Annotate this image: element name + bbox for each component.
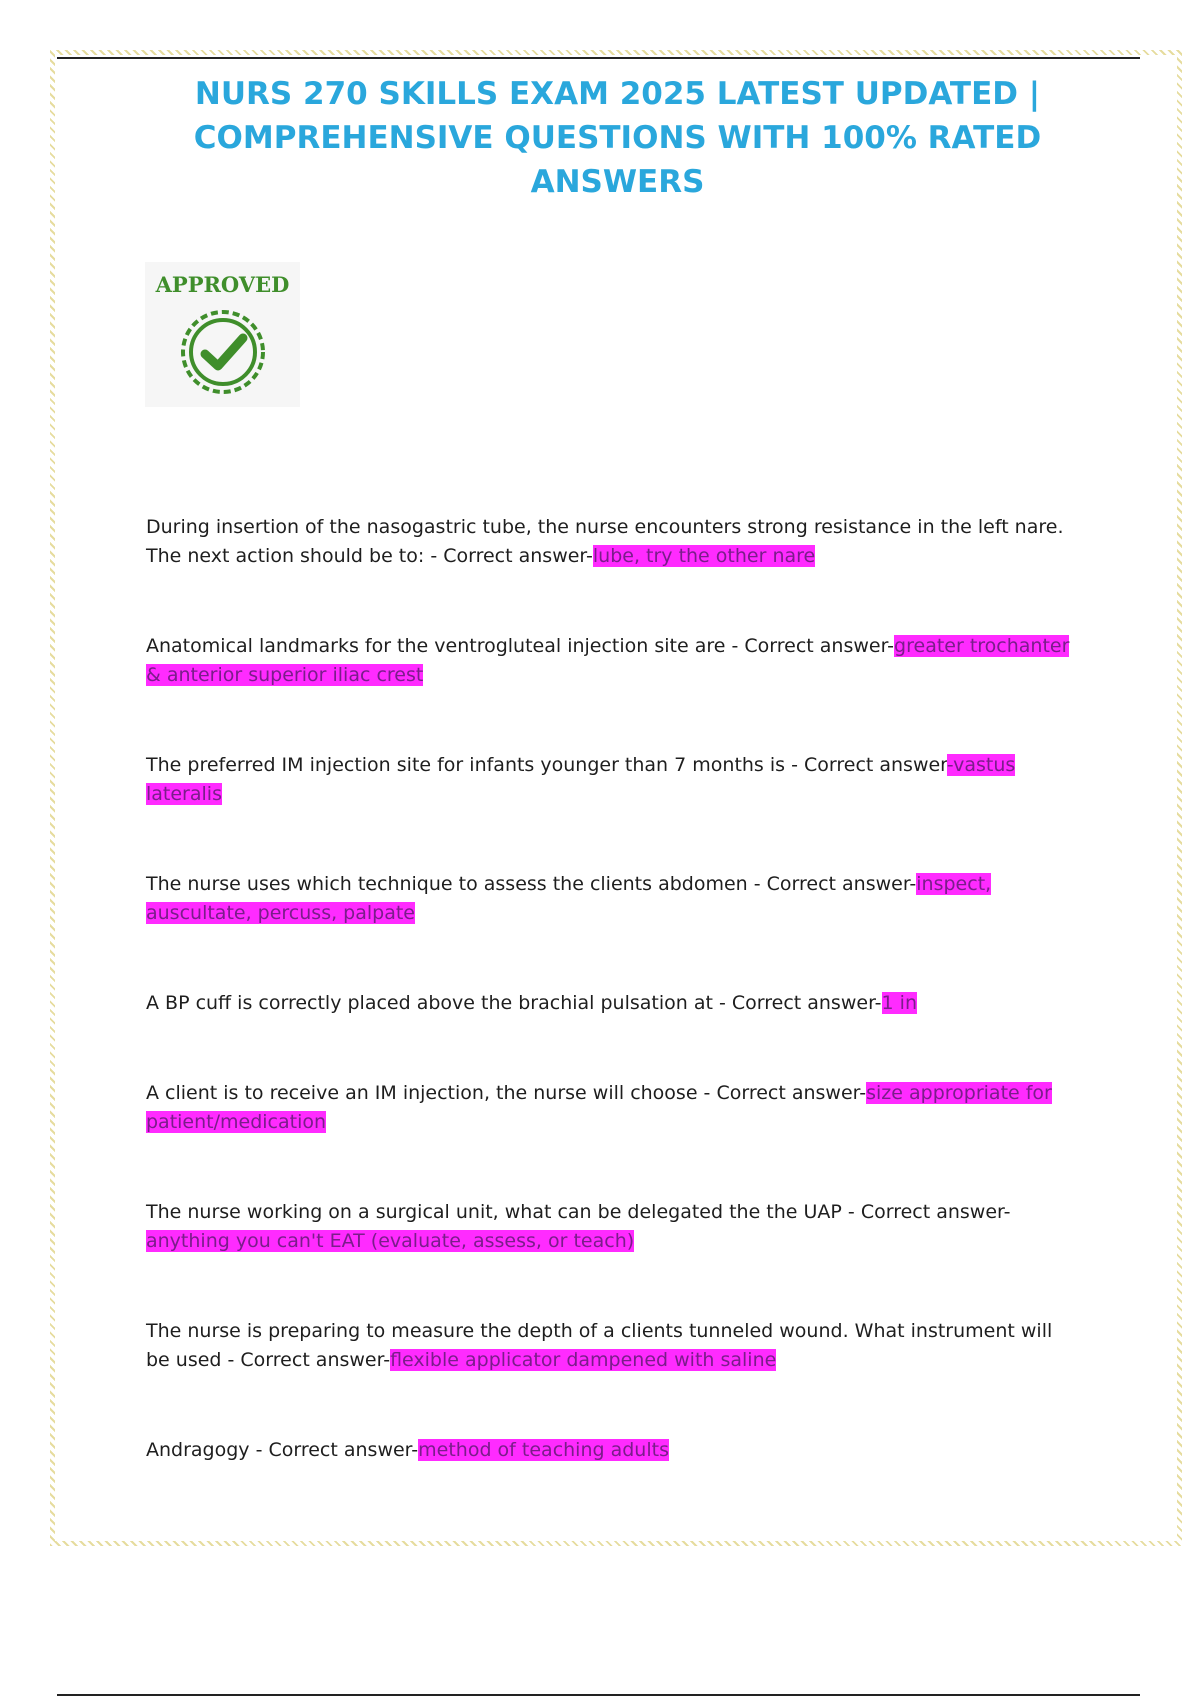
answer-highlight: 1 in [881,992,917,1014]
qa-item [146,632,1081,690]
question-text: The preferred IM injection site for infants younger than 7 months is - Correct answer [146,754,947,776]
check-seal-icon [175,304,271,400]
question-text: A client is to receive an IM injection, the nurse will choose - Correct answer- [146,1082,867,1104]
qa-item [146,870,1081,928]
question-text: The nurse is preparing to measure the depth of a clients tunneled wound. What instrument will be used - Correct answer- [146,1320,1053,1371]
approved-stamp [145,262,300,407]
question-text: During insertion of the nasogastric tube, the nurse encounters strong resistance in the left nare. The next action should be to: - Correct answer- [146,516,1064,567]
answer-highlight: anything you can't EAT (evaluate, assess, or teach) [146,1230,635,1252]
question-text: Anatomical landmarks for the ventrogluteal injection site are - Correct answer- [146,635,895,657]
approved-label: APPROVED [155,272,290,297]
title-line-2: COMPREHENSIVE QUESTIONS WITH 100% RATED [193,120,1042,156]
qa-item [146,1198,1081,1256]
question-text: The nurse uses which technique to assess the clients abdomen - Correct answer- [146,873,917,895]
qa-item [146,751,1081,809]
qa-item [146,513,1081,571]
document-title [150,72,1085,204]
question-text: A BP cuff is correctly placed above the brachial pulsation at - Correct answer- [146,992,882,1014]
answer-highlight: greater trochanter & anterior superior iliac crest [146,635,1070,686]
bottom-divider [57,1694,1140,1696]
qa-item [146,1436,1081,1465]
answer-highlight: flexible applicator dampened with saline [390,1349,777,1371]
qa-item [146,1317,1081,1375]
title-line-1: NURS 270 SKILLS EXAM 2025 LATEST UPDATED | [194,76,1041,112]
qa-item [146,989,1081,1018]
qa-item [146,1079,1081,1137]
title-line-3: ANSWERS [530,164,705,200]
top-divider [57,57,1140,59]
answer-highlight: inspect, auscultate, percuss, palpate [146,873,992,924]
answer-highlight: method of teaching adults [418,1439,669,1461]
answer-highlight: lube, try the other nare [592,545,816,567]
question-text: Andragogy - Correct answer- [146,1439,419,1461]
question-text: The nurse working on a surgical unit, what can be delegated the the UAP - Correct answer- [146,1201,1011,1223]
question-list [146,513,1081,1465]
answer-highlight: size appropriate for patient/medication [146,1082,1052,1133]
answer-highlight: -vastus lateralis [146,754,1016,805]
